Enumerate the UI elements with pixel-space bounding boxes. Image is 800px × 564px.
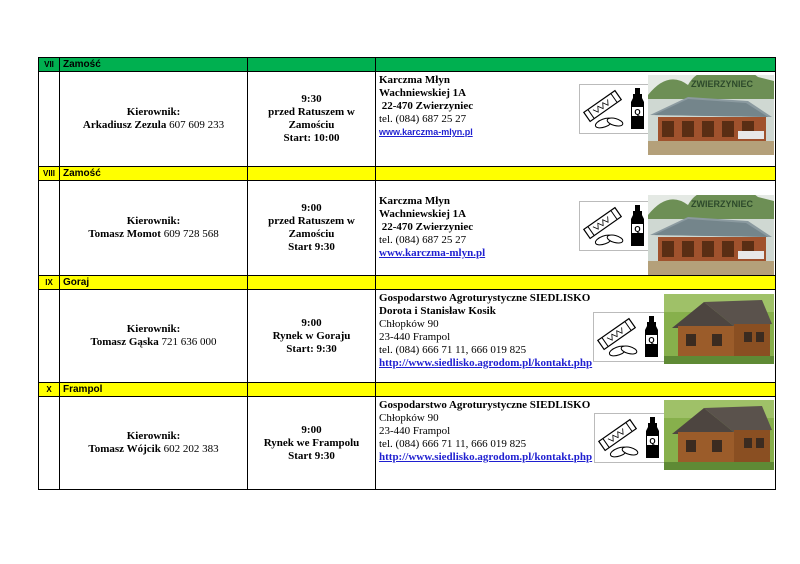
food-drink-icon — [593, 312, 667, 362]
venue-phone: tel. (084) 666 71 11, 666 019 825 — [379, 438, 527, 450]
leader-phone: 721 636 000 — [161, 336, 217, 348]
stage-details-row — [39, 397, 776, 490]
empty-cell — [248, 276, 376, 290]
inn-photo — [648, 75, 774, 155]
house-photo — [664, 400, 774, 470]
venue-name: Gospodarstwo Agroturystyczne SIEDLISKO — [379, 399, 591, 411]
empty-cell — [376, 383, 776, 397]
empty-cell — [376, 167, 776, 181]
venue-street: Chłopków 90 — [379, 412, 439, 424]
leader-name: Tomasz Gąska — [90, 336, 159, 348]
leader-cell — [60, 290, 248, 383]
leader-name: Tomasz Wójcik — [88, 443, 161, 455]
leader-title: Kierownik: — [126, 215, 181, 227]
leader-phone: 602 202 383 — [163, 443, 219, 455]
venue-phone: tel. (084) 687 25 27 — [379, 113, 467, 125]
venue-website-link[interactable]: http://www.siedlisko.agrodom.pl/kontakt.php — [379, 357, 593, 369]
venue-name: Karczma Młyn — [379, 195, 450, 207]
meeting-start: Start: 10:00 — [283, 132, 340, 144]
venue-phone: tel. (084) 666 71 11, 666 019 825 — [379, 344, 527, 356]
meeting-start: Start 9:30 — [288, 449, 335, 462]
venue-website-link[interactable]: www.karczma-mlyn.pl — [379, 247, 486, 259]
meeting-cell — [248, 72, 376, 167]
venue-website-link[interactable]: http://www.siedlisko.agrodom.pl/kontakt.php — [379, 451, 593, 463]
venue-street: Wachniewskiej 1A — [379, 87, 467, 99]
leader-name: Arkadiusz Zezula — [82, 119, 167, 131]
inn-photo — [648, 195, 774, 275]
empty-cell — [248, 167, 376, 181]
food-drink-icon — [579, 201, 653, 251]
stage-number: VII — [39, 58, 60, 72]
meeting-time: 9:30 — [301, 93, 322, 105]
stage-place: Goraj — [60, 276, 248, 290]
empty-cell — [39, 72, 60, 167]
venue-street: Chłopków 90 — [379, 318, 439, 330]
leader-phone: 609 728 568 — [163, 228, 219, 240]
meeting-place: przed Ratuszem w Zamościu — [268, 106, 355, 131]
meeting-time: 9:00 — [301, 316, 322, 329]
house-photo — [664, 294, 774, 364]
venue-street: Wachniewskiej 1A — [379, 208, 467, 220]
stage-header-row — [39, 58, 776, 72]
stage-place: Frampol — [60, 383, 248, 397]
leader-cell — [60, 181, 248, 276]
venue-cell — [376, 290, 776, 383]
meeting-time: 9:00 — [301, 423, 322, 436]
schedule-table — [38, 57, 776, 490]
stage-number: X — [39, 383, 60, 397]
leader-cell — [60, 397, 248, 490]
leader-title: Kierownik: — [126, 323, 181, 335]
empty-cell — [39, 181, 60, 276]
venue-phone: tel. (084) 687 25 27 — [379, 234, 467, 246]
empty-cell — [39, 290, 60, 383]
stage-place: Zamość — [60, 58, 248, 72]
stage-header-row — [39, 383, 776, 397]
venue-website-link[interactable]: www.karczma-mlyn.pl — [379, 127, 473, 137]
food-drink-icon — [579, 84, 653, 134]
venue-name: Karczma Młyn — [379, 74, 450, 86]
meeting-place: przed Ratuszem w Zamościu — [268, 215, 355, 240]
venue-city: 22-470 Zwierzyniec — [379, 221, 474, 233]
meeting-start: Start 9:30 — [288, 241, 335, 253]
stage-details-row — [39, 290, 776, 383]
meeting-place: Rynek w Goraju — [272, 329, 351, 342]
stage-details-row — [39, 181, 776, 276]
meeting-cell — [248, 397, 376, 490]
meeting-place: Rynek we Frampolu — [263, 436, 360, 449]
stage-header-row — [39, 167, 776, 181]
meeting-cell — [248, 181, 376, 276]
stage-details-row — [39, 72, 776, 167]
venue-city: 22-470 Zwierzyniec — [379, 100, 474, 112]
venue-owner: Dorota i Stanisław Kosik — [379, 305, 496, 317]
meeting-start: Start: 9:30 — [286, 342, 337, 355]
leader-cell — [60, 72, 248, 167]
leader-phone: 607 609 233 — [169, 119, 225, 131]
stage-header-row — [39, 276, 776, 290]
venue-cell — [376, 397, 776, 490]
venue-city: 23-440 Frampol — [379, 425, 451, 437]
meeting-time: 9:00 — [301, 202, 322, 214]
venue-name: Gospodarstwo Agroturystyczne SIEDLISKO — [379, 292, 591, 304]
empty-cell — [248, 383, 376, 397]
leader-title: Kierownik: — [126, 106, 181, 118]
empty-cell — [376, 276, 776, 290]
stage-number: IX — [39, 276, 60, 290]
leader-name: Tomasz Momot — [88, 228, 161, 240]
empty-cell — [376, 58, 776, 72]
stage-place: Zamość — [60, 167, 248, 181]
leader-title: Kierownik: — [126, 430, 181, 442]
venue-cell — [376, 181, 776, 276]
venue-city: 23-440 Frampol — [379, 331, 451, 343]
empty-cell — [39, 397, 60, 490]
stage-number: VIII — [39, 167, 60, 181]
venue-cell — [376, 72, 776, 167]
food-drink-icon — [594, 413, 668, 463]
meeting-cell — [248, 290, 376, 383]
empty-cell — [248, 58, 376, 72]
